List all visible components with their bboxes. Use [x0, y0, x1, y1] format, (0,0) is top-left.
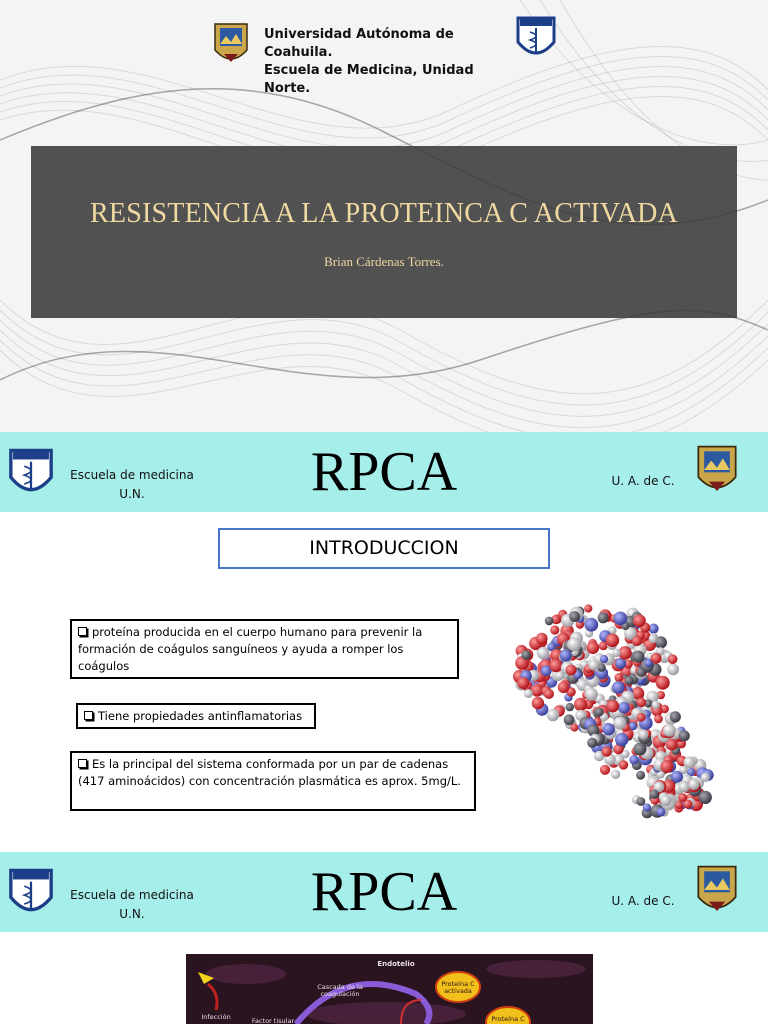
- label-factor: Factor tisular: [251, 1017, 295, 1024]
- molecule-atom: [537, 647, 550, 660]
- molecule-atom: [567, 637, 581, 651]
- molecule-atom: [637, 797, 646, 806]
- molecule-atom: [603, 723, 615, 735]
- molecule-atom: [569, 611, 580, 622]
- molecule-atom: [678, 793, 687, 802]
- molecule-atom: [584, 618, 598, 632]
- molecule-atom: [637, 698, 647, 708]
- bullet-box: [70, 751, 476, 811]
- university-line-2: Escuela de Medicina, Unidad Norte.: [264, 63, 474, 96]
- molecule-atom: [571, 724, 579, 732]
- molecule-atom: [600, 655, 608, 663]
- checkbox-bullet-icon: [84, 711, 93, 720]
- molecule-atom: [547, 709, 559, 721]
- molecule-atom: [544, 689, 554, 699]
- introduction-heading: INTRODUCCION: [309, 537, 459, 559]
- molecule-atom: [545, 617, 554, 626]
- molecule-atom: [598, 612, 609, 623]
- slide-title: RPCA: [310, 441, 458, 503]
- bullet-text: Es la principal del sistema conformada por un par de cadenas (417 aminoácidos) con concentración plasmática es aprox. 5mg/L.: [78, 757, 461, 788]
- slide-title: RPCA: [310, 861, 458, 923]
- molecule-atom: [574, 698, 587, 711]
- molecule-atom: [536, 633, 548, 645]
- label-cascada: Cascada de la coagulación: [317, 983, 363, 998]
- molecule-atom: [584, 604, 592, 612]
- title-box: [31, 146, 737, 318]
- molecule-atom: [671, 771, 683, 783]
- molecule-atom: [660, 795, 671, 806]
- molecule-atom: [660, 760, 673, 773]
- university-header: [0, 14, 768, 96]
- introduction-slide: [0, 432, 768, 852]
- molecule-atom: [615, 733, 628, 746]
- molecule-atom: [612, 649, 621, 658]
- molecule-atom: [517, 677, 529, 689]
- molecule-atom: [619, 760, 628, 769]
- molecule-atom: [689, 779, 700, 790]
- molecule-atom: [524, 689, 533, 698]
- molecule-atom: [558, 682, 570, 694]
- uadec-crest-icon: [212, 20, 250, 68]
- molecule-atom: [684, 756, 696, 768]
- checkbox-bullet-icon: [78, 627, 87, 636]
- introduction-heading-box: [218, 528, 550, 569]
- molecule-atom: [566, 665, 577, 676]
- molecule-atom: [607, 700, 620, 713]
- molecule-atom: [637, 668, 646, 677]
- bullet-box: [76, 703, 316, 729]
- molecule-atom: [649, 790, 658, 799]
- molecule-atom: [656, 676, 670, 690]
- molecule-atom: [633, 614, 646, 627]
- molecule-atom: [566, 703, 574, 711]
- molecule-atom: [679, 782, 690, 793]
- school-label: [62, 886, 202, 924]
- molecule-atom: [701, 773, 710, 782]
- molecule-atom: [611, 770, 620, 779]
- presentation-author: Brian Cárdenas Torres.: [324, 254, 444, 269]
- molecule-atom: [588, 660, 599, 671]
- molecule-atom: [643, 803, 651, 811]
- label-proteina-c-activada: Proteína C activada: [441, 980, 475, 995]
- molecule-atom: [521, 650, 531, 660]
- molecule-atom: [636, 771, 645, 780]
- school-label: [62, 466, 202, 504]
- label-infeccion: Infección: [201, 1013, 231, 1021]
- molecule-atom: [601, 746, 611, 756]
- molecule-atom: [666, 739, 678, 751]
- molecule-atom: [654, 715, 663, 724]
- molecule-atom: [606, 634, 620, 648]
- molecule-atom: [600, 765, 610, 775]
- label-proteina-c: Proteína C: [491, 1015, 525, 1023]
- molecule-atom: [564, 714, 575, 725]
- slide-banner: [0, 852, 768, 932]
- title-slide: [0, 0, 768, 432]
- uadec-crest-icon: [694, 442, 740, 498]
- coagulation-diagram: [186, 954, 593, 1024]
- molecule-atom: [618, 702, 630, 714]
- molecule-atom: [657, 808, 666, 817]
- uadec-crest-icon: [694, 862, 740, 918]
- molecule-atom: [595, 708, 604, 717]
- molecule-atom: [637, 713, 646, 722]
- molecule-atom: [649, 635, 658, 644]
- rpca-diagram-slide: [0, 852, 768, 1024]
- school-label-line-1: Escuela de medicina: [70, 888, 194, 902]
- molecule-atom: [587, 641, 600, 654]
- molecule-atom: [651, 653, 662, 664]
- molecule-atom: [632, 651, 644, 663]
- molecule-atom: [652, 701, 660, 709]
- molecule-atom: [667, 664, 679, 676]
- checkbox-bullet-icon: [78, 759, 87, 768]
- molecule-atom: [550, 659, 563, 672]
- molecule-atom: [550, 625, 559, 634]
- label-endotelio: Endotelio: [377, 960, 415, 968]
- molecule-atom: [629, 755, 639, 765]
- university-name: [264, 26, 524, 98]
- molecule-atom: [614, 612, 628, 626]
- molecule-atom: [614, 673, 623, 682]
- molecule-atom: [663, 724, 676, 737]
- molecule-atom: [612, 681, 625, 694]
- school-label-line-2: U.N.: [119, 907, 145, 921]
- university-line-1: Universidad Autónoma de Coahuila.: [264, 27, 454, 60]
- school-label-line-1: Escuela de medicina: [70, 468, 194, 482]
- medicine-school-crest-icon: [8, 866, 54, 922]
- molecule-atom: [634, 743, 647, 756]
- slide-banner: [0, 432, 768, 512]
- protein-molecule-image: [496, 588, 736, 834]
- medicine-school-crest-icon: [8, 446, 54, 502]
- molecule-atom: [699, 791, 712, 804]
- school-label-line-2: U.N.: [119, 487, 145, 501]
- bullet-box: [70, 619, 459, 679]
- molecule-atom: [670, 711, 681, 722]
- molecule-atom: [632, 636, 642, 646]
- molecule-atom: [587, 738, 597, 748]
- bullet-text: proteína producida en el cuerpo humano para prevenir la formación de coágulos sanguíneos y ayuda a romper los coágulos: [78, 625, 423, 673]
- molecule-atom: [613, 717, 626, 730]
- molecule-atom: [625, 676, 634, 685]
- bullet-text: Tiene propiedades antinflamatorias: [98, 709, 303, 723]
- university-abbrev: U. A. de C.: [611, 474, 675, 488]
- presentation-title: RESISTENCIA A LA PROTEINCA C ACTIVADA: [90, 198, 678, 229]
- molecule-atom: [638, 730, 648, 740]
- molecule-atom: [679, 730, 690, 741]
- university-abbrev: U. A. de C.: [611, 894, 675, 908]
- molecule-atom: [532, 697, 544, 709]
- molecule-atom: [585, 688, 598, 701]
- medicine-school-crest-icon: [516, 14, 556, 64]
- molecule-atom: [668, 654, 678, 664]
- molecule-atom: [560, 649, 572, 661]
